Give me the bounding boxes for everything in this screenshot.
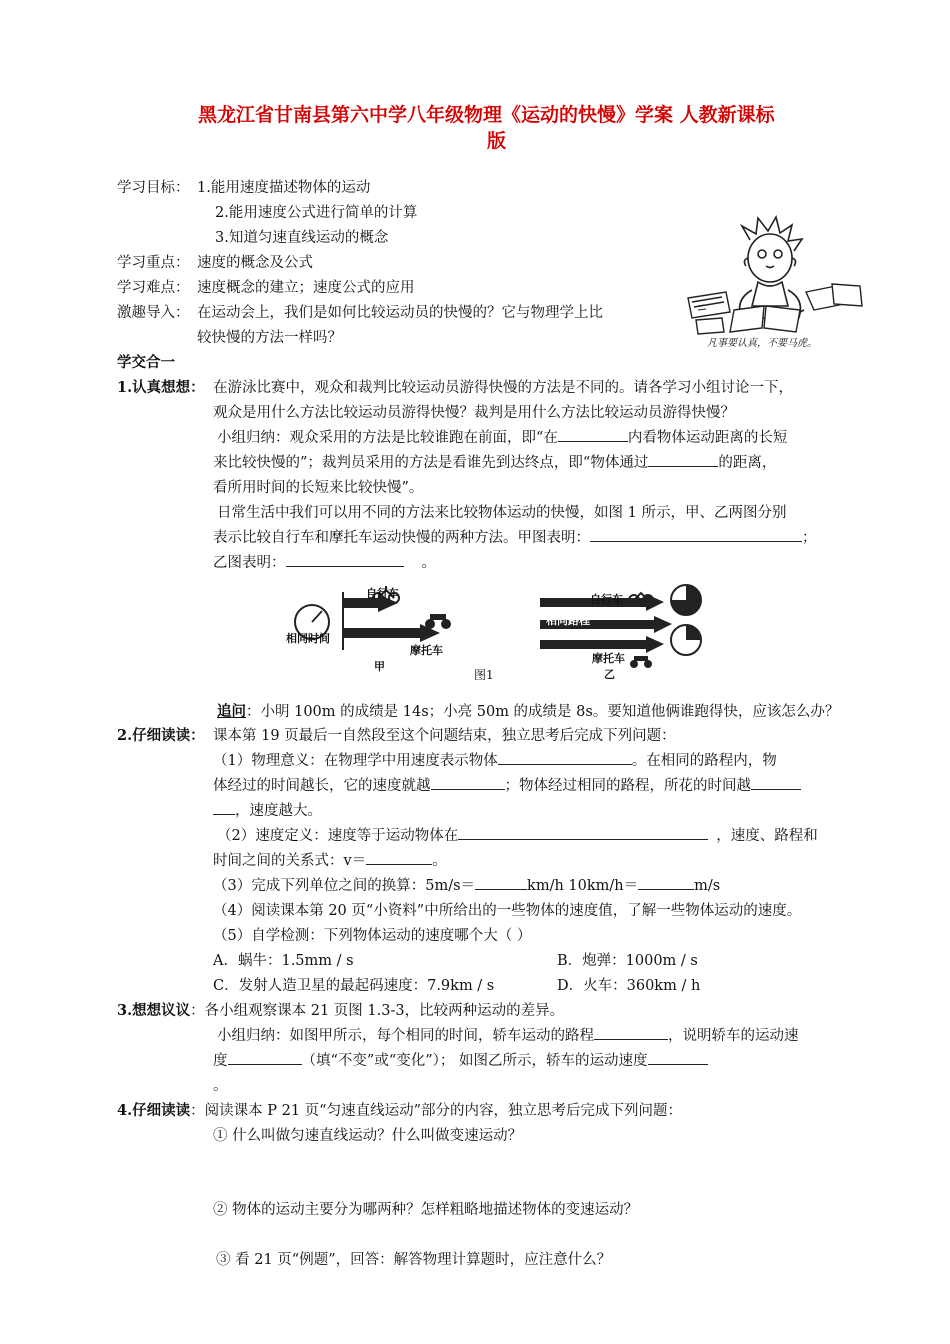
motorcycle-label: 摩托车 xyxy=(410,644,443,657)
section-heading: 学交合一 xyxy=(117,354,175,371)
answer-blank[interactable] xyxy=(594,1026,668,1040)
answer-blank[interactable] xyxy=(366,851,432,865)
q3-summary: 小组归纳：如图甲所示，每个相同的时间，轿车运动的路程 ，说明轿车的运动速 xyxy=(217,1028,799,1044)
page-title-cont: 版 xyxy=(487,130,507,152)
figure-1 xyxy=(286,578,706,686)
intro-text-cont: 较快慢的方法一样吗？ xyxy=(197,330,342,346)
q1-summary: 小组归纳：观众采用的方法是比较谁跑在前面，即“在 内看物体运动距离的长短 xyxy=(217,430,788,446)
goal-item: 3.知道匀速直线运动的概念 xyxy=(215,230,389,246)
option-a: A．蜗牛：1.5mm / s xyxy=(213,953,354,969)
q1-text: 乙图表明： 。 xyxy=(213,555,436,571)
same-distance-label: 相同路程 xyxy=(546,614,590,627)
q3-summary: 。 xyxy=(213,1078,228,1094)
answer-blank[interactable] xyxy=(431,776,505,790)
q2-item: 时间之间的关系式：v＝ 。 xyxy=(213,853,447,869)
goal-item: 2.能用速度公式进行简单的计算 xyxy=(215,205,418,221)
goals-label: 学习目标： xyxy=(117,180,190,196)
answer-blank[interactable] xyxy=(648,1051,708,1065)
q2-item: ，速度越大。 xyxy=(213,799,322,820)
answer-blank[interactable] xyxy=(590,528,802,542)
q2-item: （2）速度定义：速度等于运动物体在 ，速度、路程和 xyxy=(217,828,818,844)
q2-item: 体经过的时间越长，它的速度就越 ；物体经过相同的路程，所花的时间越 xyxy=(213,774,801,795)
q2-intro: 课本第 19 页最后一自然段至这个问题结束，独立思考后完成下列问题： xyxy=(213,728,676,744)
q4-sub-1: ① 什么叫做匀速直线运动？什么叫做变速运动？ xyxy=(213,1128,523,1144)
answer-blank[interactable] xyxy=(286,553,404,567)
q1-text: 在游泳比赛中，观众和裁判比较运动员游得快慢的方法是不同的。请各学习小组讨论一下， xyxy=(213,380,793,396)
yi-label: 乙 xyxy=(604,668,615,681)
answer-blank[interactable] xyxy=(638,876,694,890)
q3-summary: 度 （填“不变”或“变化”）； 如图乙所示，轿车的运动速度 xyxy=(213,1049,708,1070)
figure-caption: 图1 xyxy=(474,668,494,682)
motorcycle-label: 摩托车 xyxy=(592,652,625,665)
q1-label: 1.认真想想： xyxy=(117,379,205,396)
q2-item: （1）物理意义：在物理学中用速度表示物体 。在相同的路程内，物 xyxy=(213,753,777,769)
answer-blank[interactable] xyxy=(475,876,527,890)
cartoon-caption: 凡事要认真，不要马虎。 xyxy=(707,338,817,349)
q4-text: 4.仔细读读：阅读课本 P 21 页“匀速直线运动”部分的内容，独立思考后完成下列问题： xyxy=(117,1102,682,1119)
q4-sub-3: ③ 看 21 页“例题”，回答：解答物理计算题时，应注意什么？ xyxy=(216,1252,612,1268)
q2-label: 2.仔细读读： xyxy=(117,727,205,744)
answer-blank[interactable] xyxy=(228,1051,302,1065)
q1-summary: 看所用时间的长短来比较快慢”。 xyxy=(213,480,424,496)
answer-blank[interactable] xyxy=(458,826,708,840)
motorcycle-icon xyxy=(425,614,451,629)
clock-icon xyxy=(671,585,701,615)
q2-item: （3）完成下列单位之间的换算：5m/s＝ km/h 10km/h＝ m/s xyxy=(213,878,721,894)
answer-blank[interactable] xyxy=(648,453,718,467)
clock-icon xyxy=(671,625,701,655)
intro-text: 在运动会上，我们是如何比较运动员的快慢的？它与物理学上比 xyxy=(197,305,603,321)
option-b: B．炮弹：1000m / s xyxy=(557,953,698,969)
q1-text: 日常生活中我们可以用不同的方法来比较物体运动的快慢，如图 1 所示，甲、乙两图分别 xyxy=(217,505,787,521)
same-time-label: 相同时间 xyxy=(286,632,330,645)
q3-text: 3.想想议议：各小组观察课本 21 页图 1.3-3，比较两种运动的差异。 xyxy=(117,1002,565,1019)
bicycle-label: 自行车 xyxy=(366,587,399,600)
difficulty-text: 速度概念的建立；速度公式的应用 xyxy=(197,280,415,296)
q1-text: 表示比较自行车和摩托车运动快慢的两种方法。甲图表明： ； xyxy=(213,530,817,546)
goal-item: 1.能用速度描述物体的运动 xyxy=(197,180,371,196)
q2-item: （5）自学检测：下列物体运动的速度哪个大（ ） xyxy=(213,928,532,944)
q1-text: 观众是用什么方法比较运动员游得快慢？裁判是用什么方法比较运动员游得快慢？ xyxy=(213,405,735,421)
followup-question: 追问：小明 100m 的成绩是 14s；小亮 50m 的成绩是 8s。要知道他俩谁跑得快，应该怎么办？ xyxy=(217,703,840,720)
q2-item: （4）阅读课本第 20 页“小资料”中所给出的一些物体的速度值，了解一些物体运动的速度。 xyxy=(213,903,802,919)
page-title: 黑龙江省甘南县第六中学八年级物理《运动的快慢》学案 人教新课标 xyxy=(198,104,775,126)
key-point-label: 学习重点： xyxy=(117,255,190,271)
option-d: D．火车：360km / h xyxy=(557,978,701,994)
answer-blank[interactable] xyxy=(751,776,801,790)
answer-blank[interactable] xyxy=(498,751,632,765)
jia-label: 甲 xyxy=(374,660,385,673)
intro-label: 激趣导入： xyxy=(117,305,190,321)
difficulty-label: 学习难点： xyxy=(117,280,190,296)
answer-blank[interactable] xyxy=(558,428,628,442)
option-c: C．发射人造卫星的最起码速度：7.9km / s xyxy=(213,978,495,994)
key-point-text: 速度的概念及公式 xyxy=(197,255,313,271)
answer-blank[interactable] xyxy=(213,801,235,815)
bicycle-label: 自行车 xyxy=(590,593,623,606)
motorcycle-icon xyxy=(630,656,652,668)
q4-sub-2: ② 物体的运动主要分为哪两种？怎样粗略地描述物体的变速运动？ xyxy=(213,1202,639,1218)
q1-summary: 来比较快慢的”；裁判员采用的方法是看谁先到达终点，即“物体通过 的距离， xyxy=(213,455,777,471)
